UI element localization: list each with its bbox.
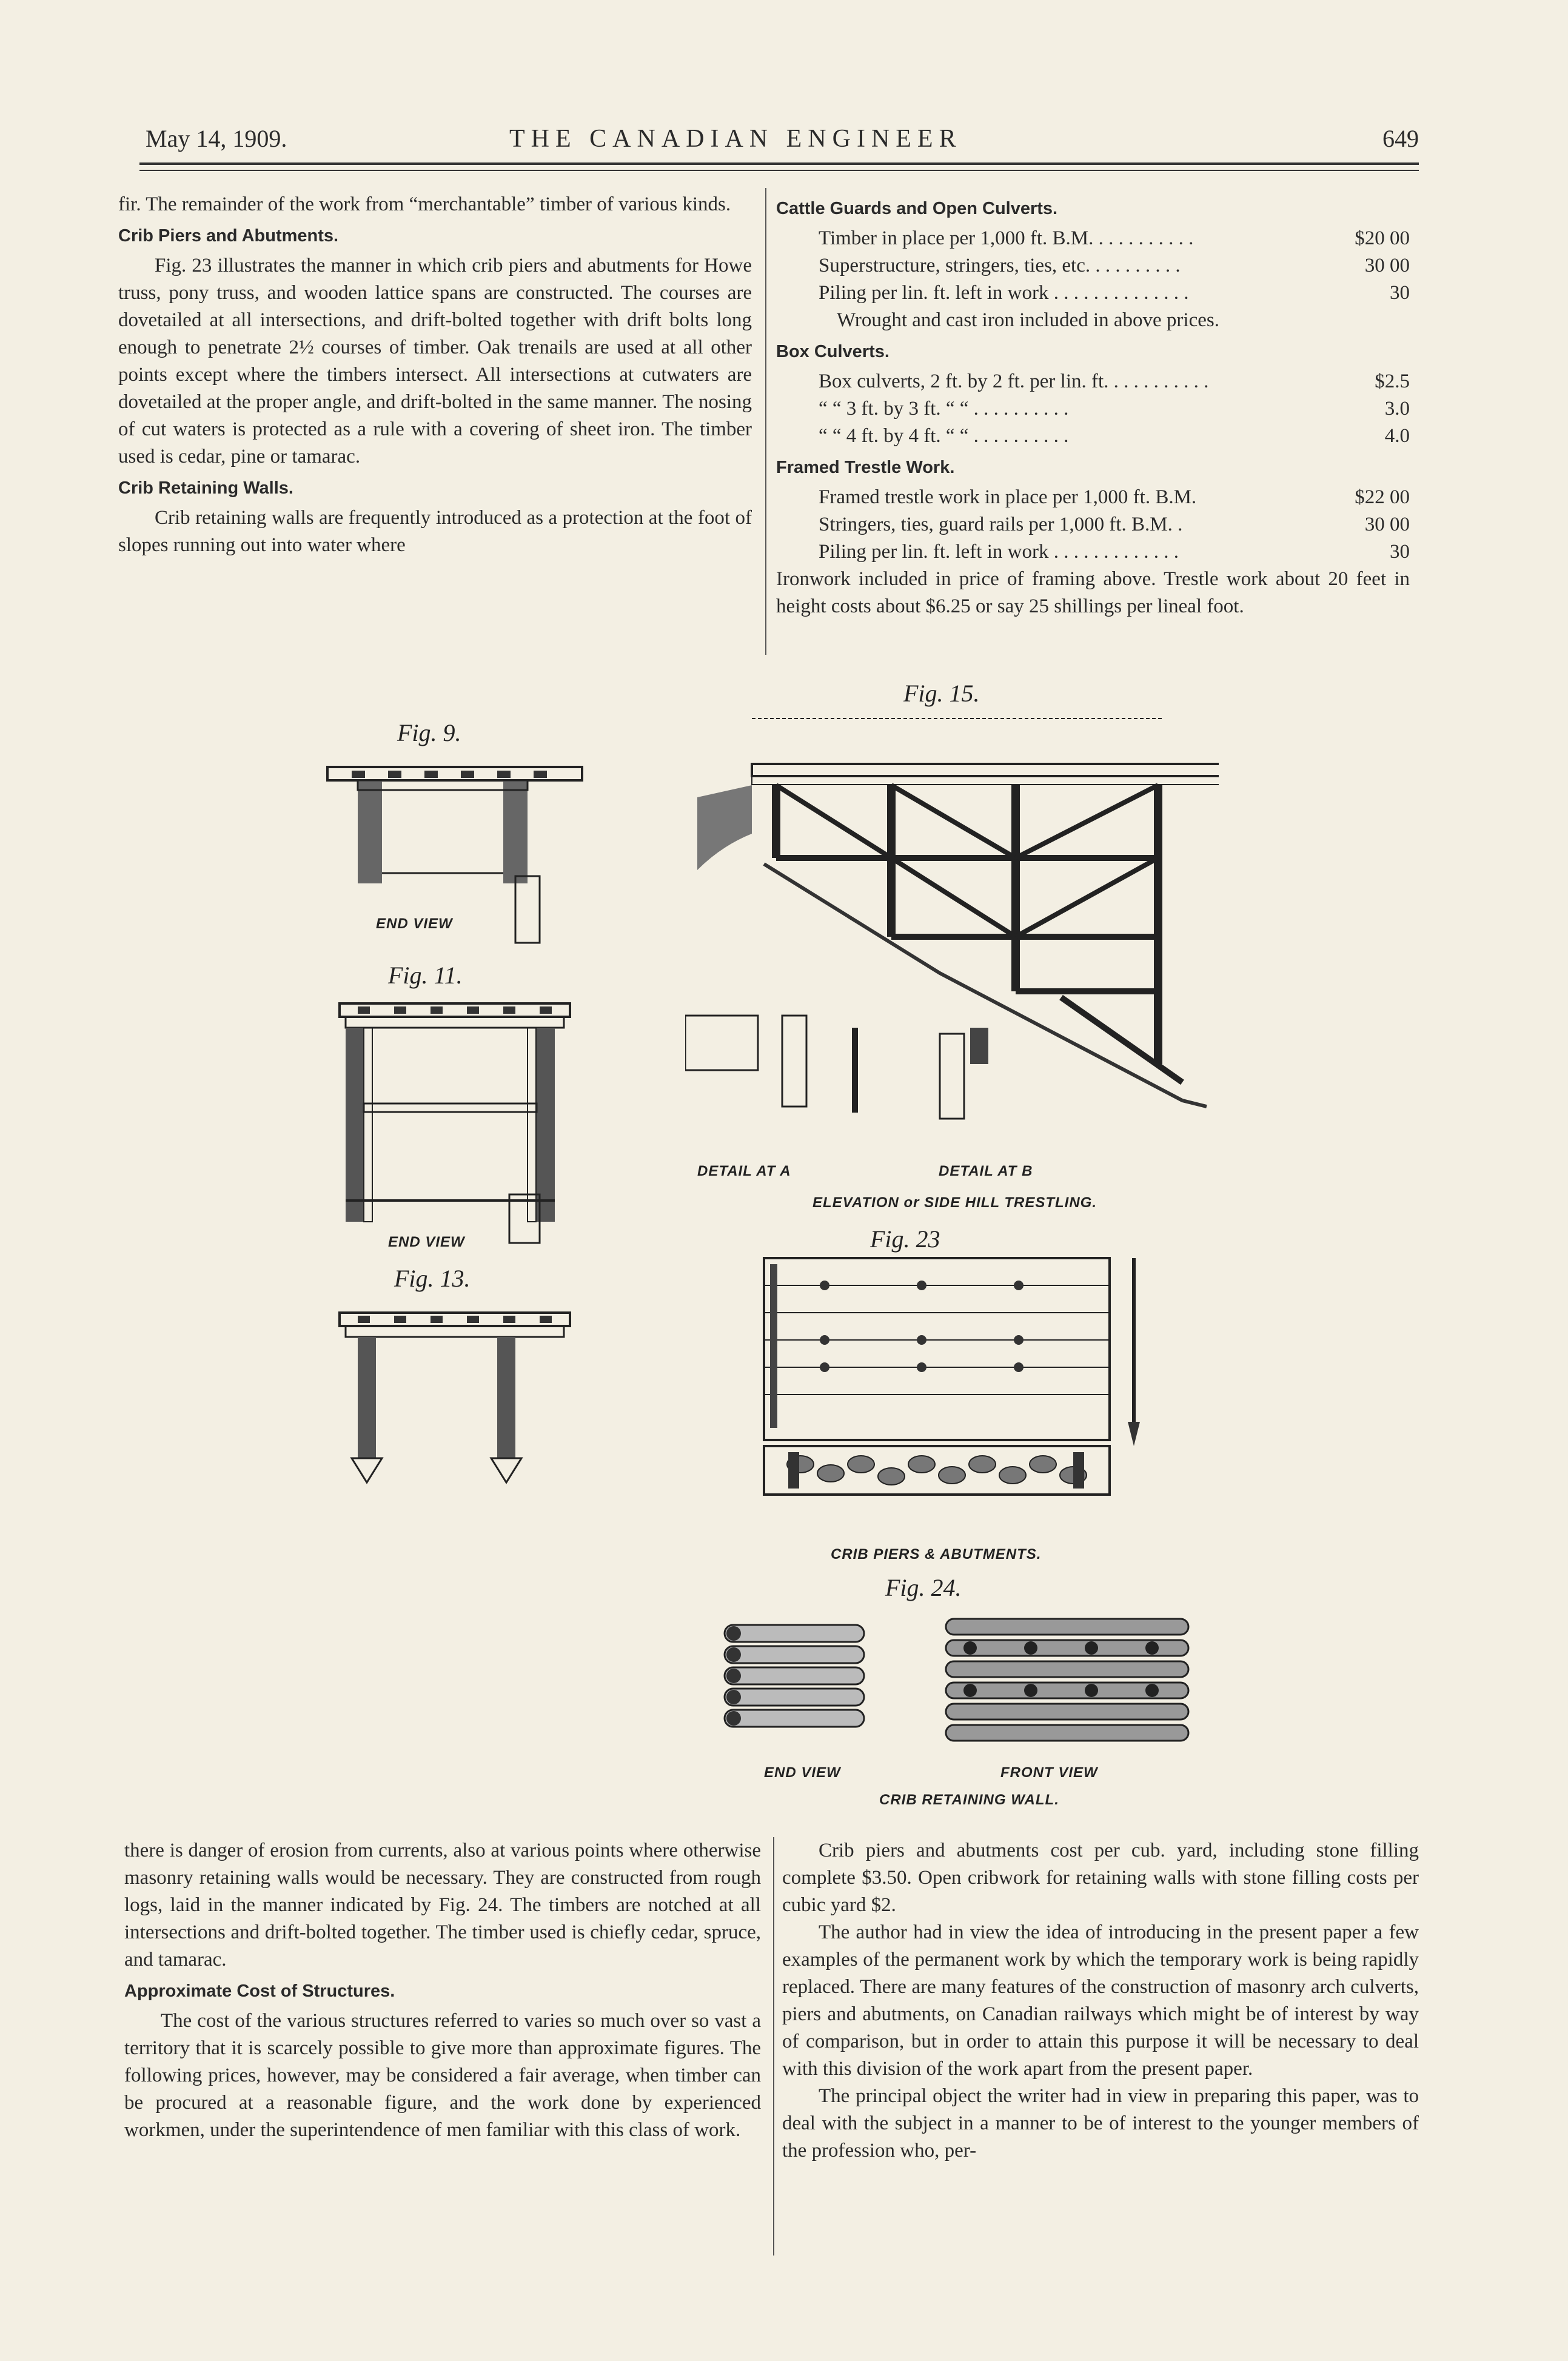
fig23-title: Fig. 23 [870, 1225, 940, 1253]
fig15-detail-b: DETAIL AT B [939, 1163, 1033, 1179]
cost-row: Piling per lin. ft. left in work . . . . . . . . . . . . . 30 [819, 541, 1410, 563]
cost-row: Stringers, ties, guard rails per 1,000 ft. B.M. . 30 00 [819, 514, 1410, 535]
fig23-caption: CRIB PIERS & ABUTMENTS. [831, 1546, 1042, 1562]
paragraph: Ironwork included in price of framing above. Trestle work about 20 feet in height costs about $6.25 or say 25 shillings per lineal foot. [776, 568, 1410, 617]
fig15-caption: ELEVATION or SIDE HILL TRESTLING. [812, 1194, 1097, 1211]
heading-approx-cost: Approximate Cost of Structures. [124, 1981, 395, 2001]
paragraph: The author had in view the idea of introducing in the present paper a few examples of the permanent work by which the temporary work is being rapidly replaced. There are many features of the construction of masonry arch culverts, piers and abutments, on Canadian railways which might be of interest by way of comparison, but in order to attain this purpose it will be necessary to deal with this division of the work apart from the present paper. [782, 1921, 1419, 2080]
fig11-caption: END VIEW [388, 1234, 465, 1250]
heading-framed-trestle: Framed Trestle Work. [776, 458, 955, 477]
fig24-drawing [715, 1601, 1201, 1752]
issue-date: May 14, 1909. [146, 125, 287, 152]
column-divider [773, 1837, 774, 2256]
right-top-column [776, 191, 1410, 620]
fig15-title: Fig. 15. [903, 680, 980, 707]
fig24-caption: CRIB RETAINING WALL. [879, 1792, 1059, 1808]
journal-title: THE CANADIAN ENGINEER [509, 125, 962, 153]
right-bottom-column [782, 1837, 1419, 2165]
heading-cattle-guards: Cattle Guards and Open Culverts. [776, 199, 1058, 218]
fig24-end-caption: END VIEW [764, 1764, 841, 1781]
cost-note: Wrought and cast iron included in above prices. [837, 309, 1219, 331]
fig13-drawing [327, 1301, 594, 1507]
fig11-drawing [327, 994, 594, 1249]
page-number: 649 [1382, 125, 1419, 152]
left-bottom-column [124, 1837, 761, 2144]
paragraph: fir. The remainder of the work from “merchantable” timber of various kinds. [118, 193, 731, 215]
fig24-front-caption: FRONT VIEW [1000, 1764, 1098, 1781]
header-rule [139, 162, 1419, 165]
heading-crib-walls: Crib Retaining Walls. [118, 478, 293, 498]
fig9-drawing [315, 755, 600, 955]
fig15-detail-a: DETAIL AT A [697, 1163, 791, 1179]
left-top-column [118, 191, 752, 559]
heading-box-culverts: Box Culverts. [776, 342, 890, 361]
cost-row: Superstructure, stringers, ties, etc. . . . . . . . . . 30 00 [819, 255, 1410, 276]
fig24-title: Fig. 24. [885, 1574, 962, 1601]
fig9-caption: END VIEW [376, 916, 453, 932]
heading-crib-piers: Crib Piers and Abutments. [118, 226, 339, 246]
page-header [146, 118, 1419, 155]
header-rule-thin [139, 170, 1419, 171]
paragraph: Crib piers and abutments cost per cub. yard, including stone filling complete $3.50. Open cribwork for retaining walls with stone filling costs per cubic yard $2. [782, 1840, 1419, 1916]
cost-row: “ “ 3 ft. by 3 ft. “ “ . . . . . . . . . . 3.0 [819, 398, 1410, 420]
fig13-title: Fig. 13. [394, 1265, 471, 1292]
cost-row: “ “ 4 ft. by 4 ft. “ “ . . . . . . . . . . 4.0 [819, 425, 1410, 447]
column-divider [765, 188, 766, 655]
cost-row: Box culverts, 2 ft. by 2 ft. per lin. ft. . . . . . . . . . . $2.5 [819, 370, 1410, 392]
fig15-drawing [685, 712, 1219, 1173]
cost-row: Framed trestle work in place per 1,000 ft. B.M. $22 00 [819, 486, 1410, 508]
fig23-drawing [746, 1252, 1170, 1531]
paragraph: The cost of the various structures referred to varies so much over so vast a territory that it is scarcely possible to give more than approximate figures. The following prices, however, may be considered a fair average, when timber can be procured at a reasonable figure, and the work done by experienced workmen, under the superintendence of men familiar with this class of work. [124, 2010, 761, 2141]
fig11-title: Fig. 11. [388, 962, 463, 989]
paragraph: Fig. 23 illustrates the manner in which crib piers and abutments for Howe truss, pony truss, and wooden lattice spans are constructed. The courses are dovetailed at all intersections, and drift-bolted together with drift bolts long enough to penetrate 2½ courses of timber. Oak trenails are used at all other points except where the timbers intersect. All intersections at cutwaters are dovetailed at the proper angle, and drift-bolted in the same manner. The nosing of cut waters is protected as a rule with a covering of sheet iron. The timber used is cedar, pine or tamarac. [118, 255, 752, 467]
cost-row: Piling per lin. ft. left in work . . . . . . . . . . . . . . 30 [819, 282, 1410, 304]
paragraph: Crib retaining walls are frequently introduced as a protection at the foot of slopes running out into water where [118, 507, 752, 556]
fig9-title: Fig. 9. [397, 719, 461, 746]
paragraph: there is danger of erosion from currents, also at various points where otherwise masonry retaining walls would be necessary. They are constructed from rough logs, laid in the manner indicated by Fig. 24. The timbers are notched at all intersections and drift-bolted together. The timber used is chiefly cedar, spruce, and tamarac. [124, 1840, 761, 1971]
cost-row: Timber in place per 1,000 ft. B.M. . . . . . . . . . . $20 00 [819, 227, 1410, 249]
paragraph: The principal object the writer had in view in preparing this paper, was to deal with the subject in a manner to be of interest to the younger members of the profession who, per- [782, 2085, 1419, 2162]
